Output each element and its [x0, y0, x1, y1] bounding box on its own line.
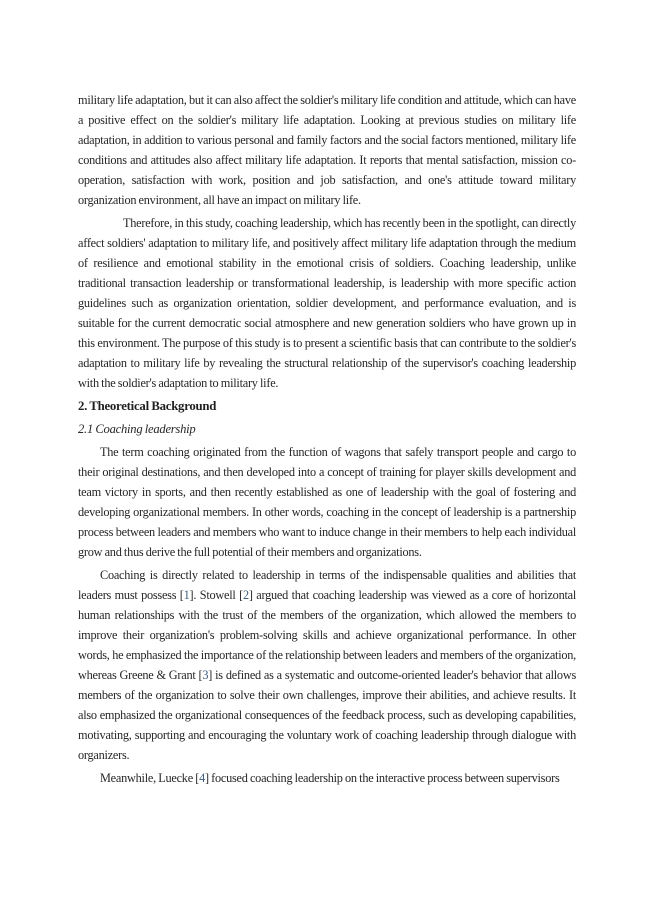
text-run: The term coaching originated from the function of wagons that safely transport people and cargo to their original destinations, and then developed into a concept of training for player skills development and team victory in sports, and then recently established as one of leadership with the goal of fostering and developing organizational members. In other words, coaching in the concept of leadership is a partnership process between leaders and members who want to induce change in their members to help each individual grow and thus derive the full potential of their members and organizations. [78, 445, 576, 559]
text-run: Coaching is directly related to leadership in terms of the indispensable qualities and abilities that leaders must possess [ [78, 568, 576, 602]
citation-ref[interactable]: 3 [202, 668, 209, 682]
text-run: ] argued that coaching leadership was viewed as a core of horizontal human relationships with the trust of the members of the organization, which allowed the members to improve their organization's problem-solving skills and achieve organizational performance. In other words, he emphasized the importance of the relationship between leaders and members of the organization, whereas Greene & Grant [ [78, 588, 577, 682]
paragraph [78, 442, 576, 562]
paragraph [78, 90, 576, 210]
paragraph [78, 213, 576, 393]
text-run: ] focused coaching leadership on the interactive process between supervisors [204, 771, 560, 785]
section-heading: 2. Theoretical Background [78, 399, 217, 413]
citation-ref[interactable]: 1 [183, 588, 190, 602]
citation-ref[interactable]: 4 [199, 771, 205, 785]
paragraph [78, 565, 576, 765]
text-run: ] is defined as a systematic and outcome-oriented leader's behavior that allows members of the organization to solve their own challenges, improve their abilities, and achieve results. It also emphasized the organizational consequences of the feedback process, such as developing capabilities, motivating, supporting and encouraging the voluntary work of coaching leadership through dialogue with organizers. [78, 668, 576, 762]
text-run: ]. Stowell [ [189, 588, 243, 602]
citation-ref[interactable]: 2 [243, 588, 249, 602]
paragraph [78, 768, 576, 788]
text-run: military life adaptation, but it can also affect the soldier's military life condition and attitude, which can have a positive effect on the soldier's military life adaptation. Looking at previous studies on military life adaptation, in addition to various personal and family factors and the social factors mentioned, military life conditions and attitudes also affect military life adaptation. It reports that mental satisfaction, mission co-operation, satisfaction with work, position and job satisfaction, and one's attitude toward military organization environment, all have an impact on military life. [78, 93, 576, 207]
page-content [78, 90, 576, 788]
text-run: Therefore, in this study, coaching leadership, which has recently been in the spotlight, can directly affect soldiers' adaptation to military life, and positively affect military life adaptation through the medium of resilience and emotional stability in the emotional crisis of soldiers. Coaching leadership, unlike traditional transaction leadership or transformational leadership, is leadership with more specific action guidelines such as organization orientation, soldier development, and performance evaluation, and is suitable for the current democratic social atmosphere and new generation soldiers who have grown up in this environment. The purpose of this study is to present a scientific basis that can contribute to the soldier's adaptation to military life by revealing the structural relationship of the supervisor's coaching leadership with the soldier's adaptation to military life. [78, 216, 576, 390]
subsection-heading: 2.1 Coaching leadership [78, 422, 196, 436]
text-run: Meanwhile, Luecke [ [100, 771, 200, 785]
